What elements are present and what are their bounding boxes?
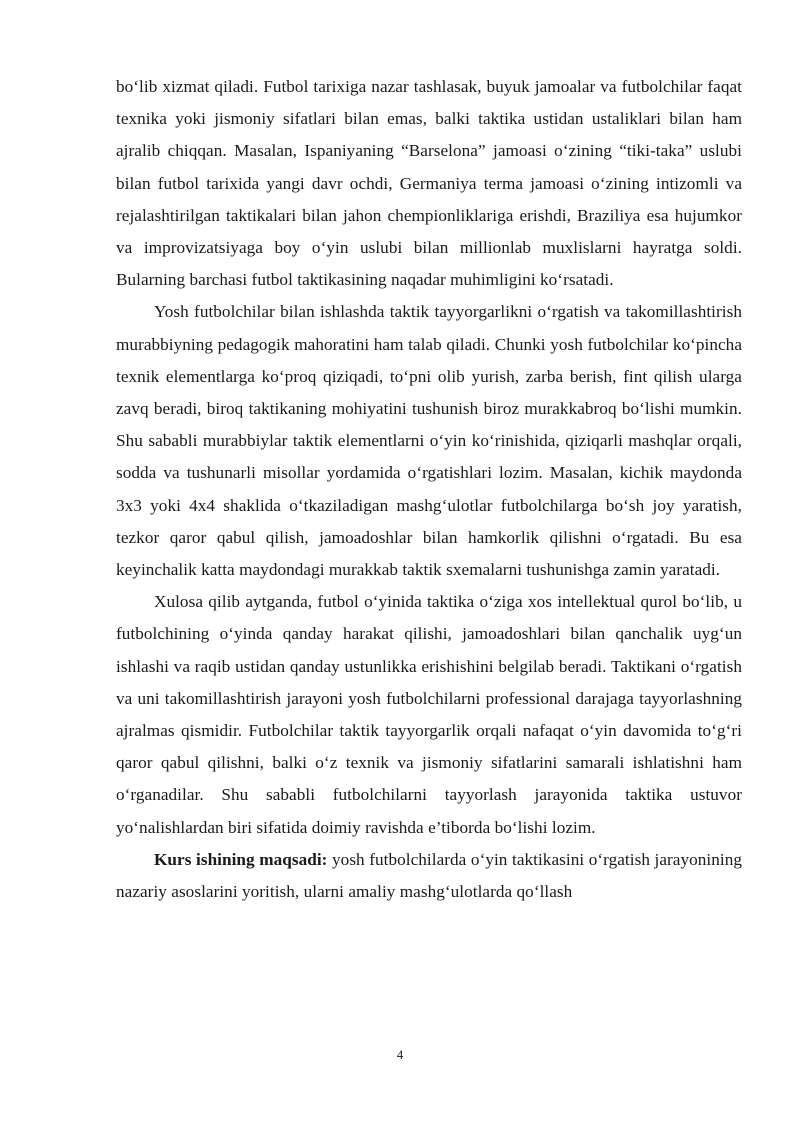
paragraph-2: Yosh futbolchilar bilan ishlashda taktik tayyorgarlikni o‘rgatish va takomillashtirish murabbiyning pedagogik mahoratini ham talab qiladi. Chunki yosh futbolchilar ko‘pincha texnik elementlarga ko‘proq qiziqadi, to‘pni olib yurish, zarba berish, fint qilish ularga zavq beradi, biroq taktikaning mohiyatini tushunish biroz murakkabroq bo‘lishi mumkin. Shu sababli murabbiylar taktik elementlarni o‘yin ko‘rinishida, qiziqarli mashqlar orqali, sodda va tushunarli misollar yordamida o‘rgatishlari lozim. Masalan, kichik maydonda 3x3 yoki 4x4 shaklida o‘tkaziladigan mashg‘ulotlar futbolchilarga bo‘sh joy yaratish, tezkor qaror qabul qilish, jamoadoshlar bilan hamkorlik qilishni o‘rgatadi. Bu esa keyinchalik katta maydondagi murakkab taktik sxemalarni tushunishga zamin yaratadi. xyxy=(116,302,742,580)
paragraph-3: Xulosa qilib aytganda, futbol o‘yinida taktika o‘ziga xos intellektual qurol bo‘lib, u futbolchining o‘yinda qanday harakat qilishi, jamoadoshlari bilan qanchalik uyg‘un ishlashi va raqib ustidan qanday ustunlikka erishishini belgilab beradi. Taktikani o‘rgatish va uni takomillashtirish jarayoni yosh futbolchilarni professional darajaga tayyorlashning ajralmas qismidir. Futbolchilar taktik tayyorgarlik orqali nafaqat o‘yin davomida to‘g‘ri qaror qabul qilishni, balki o‘z texnik va jismoniy sifatlarini samarali ishlatishni ham o‘rganadilar. Shu sababli futbolchilarni tayyorlash jarayonida taktika ustuvor yo‘nalishlardan biri sifatida doimiy ravishda e’tiborda bo‘lishi lozim. xyxy=(116,592,742,837)
course-goal-text: yosh futbolchilarda o‘yin taktikasini o‘rgatish jarayonining nazariy asoslarini yoritish, ularni amaliy mashg‘ulotlarda qo‘llash xyxy=(116,849,742,902)
paragraph-4 xyxy=(116,844,742,908)
course-goal-heading: Kurs ishining maqsadi: xyxy=(154,849,328,869)
page-number: 4 xyxy=(396,1047,404,1062)
paragraph-1: bo‘lib xizmat qiladi. Futbol tarixiga nazar tashlasak, buyuk jamoalar va futbolchilar faqat texnika yoki jismoniy sifatlari bilan emas, balki taktika ustidan ustaliklari bilan ham ajralib chiqqan. Masalan, Ispaniyaning “Barselona” jamoasi o‘zining “tiki-taka” uslubi bilan futbol tarixida yangi davr ochdi, Germaniya terma jamoasi o‘zining intizomli va rejalashtirilgan taktikalari bilan jahon chempionliklariga erishdi, Braziliya esa hujumkor va improvizatsiyaga boy o‘yin uslubi bilan millionlab muxlislarni hayratga soldi. Bularning barchasi futbol taktikasining naqadar muhimligini ko‘rsatadi. xyxy=(116,77,742,290)
document-body xyxy=(116,71,742,908)
